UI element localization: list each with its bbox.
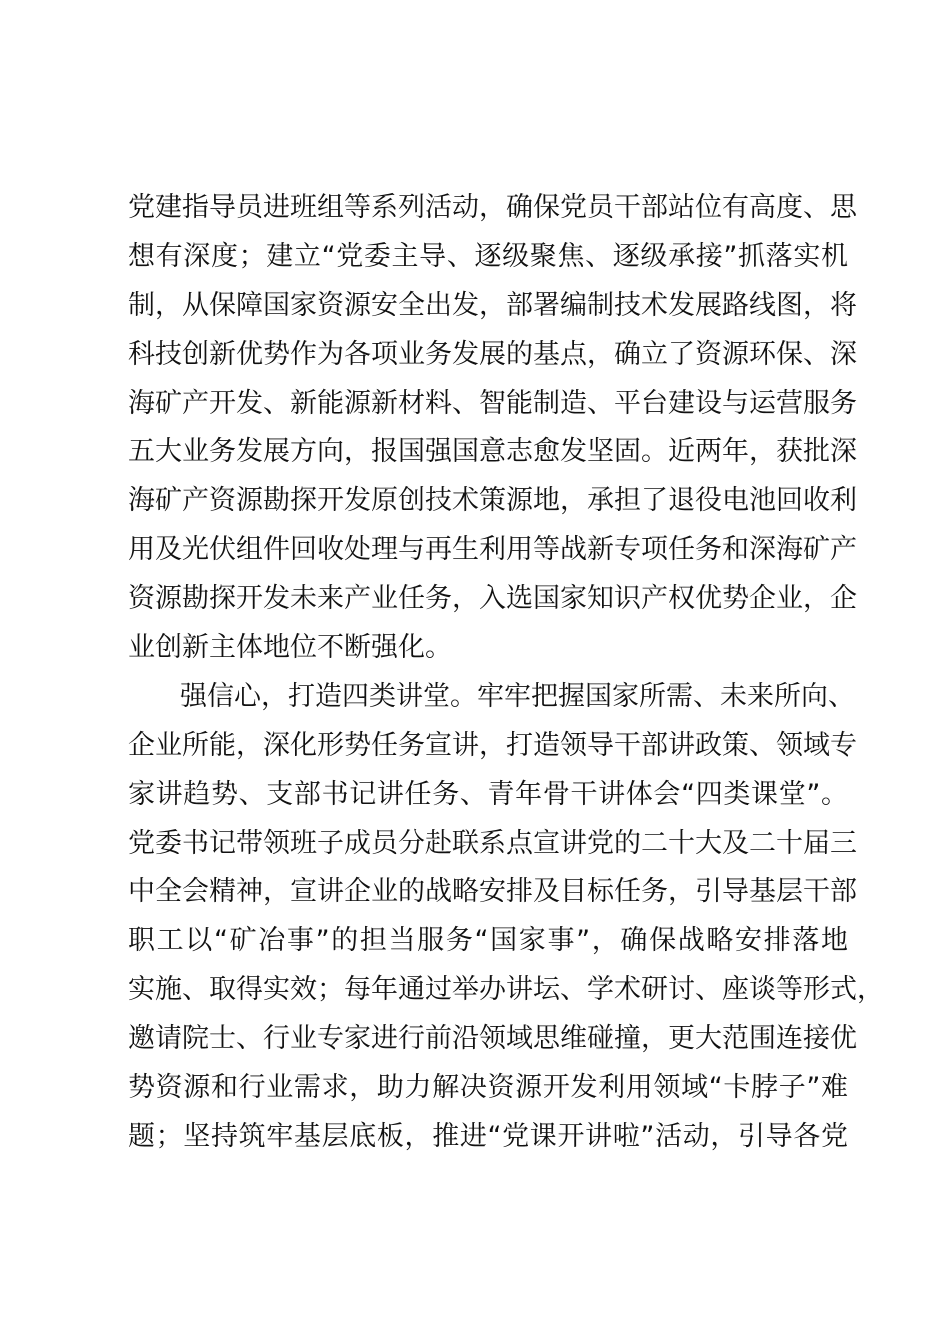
text-line: 想有深度；建立“党委主导、逐级聚焦、逐级承接”抓落实机 — [128, 240, 848, 272]
paragraph-2 — [128, 673, 884, 1162]
text-line: 企业所能，深化形势任务宣讲，打造领导干部讲政策、领域专 — [128, 729, 857, 761]
text-line: 科技创新优势作为各项业务发展的基点，确立了资源环保、深 — [128, 338, 857, 370]
text-line: 职工以“矿冶事”的担当服务“国家事”，确保战略安排落地 — [128, 925, 848, 957]
text-line: 用及光伏组件回收处理与再生利用等战新专项任务和深海矿产 — [128, 534, 857, 566]
text-line: 党委书记带领班子成员分赴联系点宣讲党的二十大及二十届三 — [128, 827, 857, 859]
text-line: 家讲趋势、支部书记讲任务、青年骨干讲体会“四类课堂”。 — [128, 778, 848, 810]
text-line: 实施、取得实效；每年通过举办讲坛、学术研讨、座谈等形式， — [128, 974, 884, 1006]
text-line: 资源勘探开发未来产业任务，入选国家知识产权优势企业，企 — [128, 583, 857, 615]
text-line: 制，从保障国家资源安全出发，部署编制技术发展路线图，将 — [128, 289, 857, 321]
text-line: 中全会精神，宣讲企业的战略安排及目标任务，引导基层干部 — [128, 876, 857, 908]
body-text — [128, 184, 884, 1162]
paragraph-1 — [128, 184, 857, 673]
text-line-last: 业创新主体地位不断强化。 — [128, 632, 452, 664]
text-line: 题；坚持筑牢基层底板，推进“党课开讲啦”活动，引导各党 — [128, 1120, 848, 1152]
text-line: 势资源和行业需求，助力解决资源开发利用领域“卡脖子”难 — [128, 1072, 848, 1104]
text-line: 党建指导员进班组等系列活动，确保党员干部站位有高度、思 — [128, 192, 857, 223]
text-line-first: 强信心，打造四类讲堂。牢牢把握国家所需、未来所向、 — [180, 680, 855, 712]
text-line: 海矿产开发、新能源新材料、智能制造、平台建设与运营服务 — [128, 387, 857, 419]
text-line: 五大业务发展方向，报国强国意志愈发坚固。近两年，获批深 — [128, 436, 857, 468]
text-line: 海矿产资源勘探开发原创技术策源地，承担了退役电池回收利 — [128, 485, 857, 517]
text-line: 邀请院士、行业专家进行前沿领域思维碰撞，更大范围连接优 — [128, 1023, 857, 1055]
